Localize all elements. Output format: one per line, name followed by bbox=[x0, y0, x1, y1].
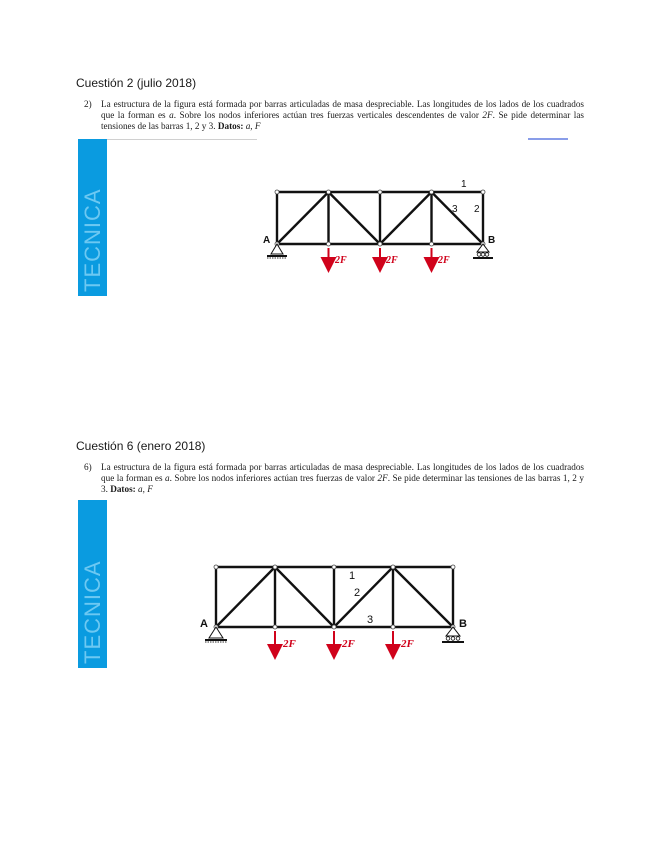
force-expression: 2F bbox=[377, 473, 388, 483]
support-a bbox=[205, 627, 227, 642]
side-banner bbox=[78, 500, 107, 668]
support-label-a: A bbox=[263, 235, 271, 246]
side-banner-label: TECNICA bbox=[79, 188, 105, 292]
statement-text-2: . Sobre los nodos inferiores actúan tres fuerzas de valor bbox=[169, 473, 378, 483]
bar-label-3: 3 bbox=[367, 614, 374, 626]
side-banner bbox=[78, 139, 107, 296]
datos-values: a, F bbox=[245, 121, 261, 131]
statement-text-3: . Se pide determinar las tensiones de las barras 1, 2 y 3. bbox=[101, 110, 584, 131]
question-2-statement bbox=[84, 99, 584, 132]
truss-figure-2 bbox=[195, 550, 485, 665]
bar-label-2: 2 bbox=[474, 204, 480, 215]
support-label-b: B bbox=[459, 618, 467, 630]
question-6-statement bbox=[84, 462, 584, 495]
statement-text-3: . Se pide determinar las tensiones de las barras 1, 2 y 3. bbox=[101, 473, 584, 494]
force-label-1: 2F bbox=[283, 638, 296, 650]
truss-bars bbox=[216, 567, 453, 627]
force-label-2: 2F bbox=[342, 638, 355, 650]
force-label-3: 2F bbox=[438, 255, 450, 266]
var-a: a bbox=[165, 473, 170, 483]
bar-label-1: 1 bbox=[461, 179, 467, 190]
var-a: a bbox=[169, 110, 174, 120]
crop-artifact bbox=[528, 138, 568, 140]
bar-label-1: 1 bbox=[349, 570, 356, 582]
support-label-a: A bbox=[200, 618, 208, 630]
side-banner-label: TECNICA bbox=[79, 560, 105, 664]
problem-number: 6) bbox=[84, 462, 92, 472]
truss-figure-1 bbox=[255, 170, 515, 280]
question-2-heading: Cuestión 2 (julio 2018) bbox=[76, 76, 197, 90]
datos-label: Datos: bbox=[110, 484, 136, 494]
statement-text-1: La estructura de la figura está formada por barras articuladas de masa despreciable. Las longitudes de los lados de los cuadrados que la forman es bbox=[101, 99, 584, 120]
bar-label-3: 3 bbox=[452, 204, 458, 215]
force-label-2: 2F bbox=[386, 255, 398, 266]
truss-bars bbox=[277, 192, 483, 244]
support-b bbox=[473, 244, 493, 258]
crop-line bbox=[107, 139, 257, 140]
datos-label: Datos: bbox=[217, 121, 244, 131]
statement-text-1: La estructura de la figura está formada por barras articuladas de masa despreciable. Las longitudes de los lados de los cuadrados que la forman es bbox=[101, 462, 584, 483]
question-6-heading: Cuestión 6 (enero 2018) bbox=[76, 439, 206, 453]
support-label-b: B bbox=[488, 235, 496, 246]
datos-values: a, F bbox=[138, 484, 153, 494]
support-a bbox=[267, 244, 287, 258]
statement-text-2: . Sobre los nodos inferiores actúan tres fuerzas verticales descendentes de valor bbox=[173, 110, 483, 120]
force-expression: 2F bbox=[482, 110, 493, 120]
bar-label-2: 2 bbox=[354, 587, 361, 599]
force-label-1: 2F bbox=[335, 255, 347, 266]
force-label-3: 2F bbox=[401, 638, 414, 650]
problem-number: 2) bbox=[84, 99, 92, 109]
